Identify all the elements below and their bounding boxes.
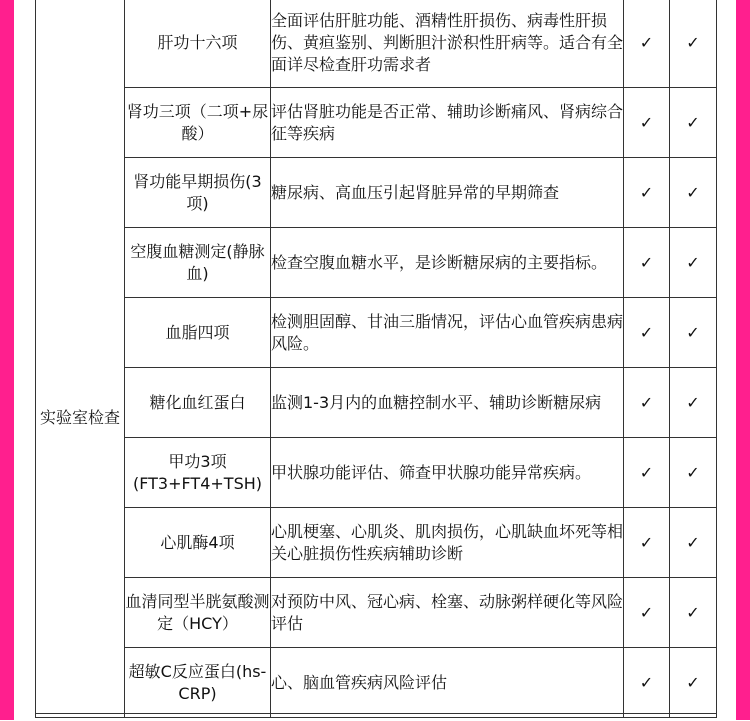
item-description: 甲状腺功能评估、筛查甲状腺功能异常疾病。 [271,438,624,508]
check-mark: ✓ [624,648,670,718]
table-row [36,158,717,228]
item-description: 监测1-3月内的血糖控制水平、辅助诊断糖尿病 [271,368,624,438]
check-mark: ✓ [624,438,670,508]
check-mark: ✓ [670,228,717,298]
table-row [36,438,717,508]
check-mark: ✓ [624,578,670,648]
check-mark: ✓ [670,578,717,648]
table-row [36,578,717,648]
table-row [36,228,717,298]
exam-items-table [35,0,717,718]
right-pink-frame [736,0,750,720]
item-name: 糖化血红蛋白 [125,368,271,438]
table-row [36,298,717,368]
table-row [36,648,717,718]
check-mark: ✓ [624,298,670,368]
check-mark: ✓ [670,508,717,578]
check-mark: ✓ [670,0,717,88]
check-mark: ✓ [624,0,670,88]
item-description: 全面评估肝脏功能、酒精性肝损伤、病毒性肝损伤、黄疸鉴别、判断胆汁淤积性肝病等。适合有全面详尽检查肝功需求者 [271,0,624,88]
item-name: 肝功十六项 [125,0,271,88]
check-mark: ✓ [624,158,670,228]
item-name: 甲功3项(FT3+FT4+TSH) [125,438,271,508]
check-mark: ✓ [624,228,670,298]
check-mark: ✓ [670,648,717,718]
item-name: 肾功能早期损伤(3项) [125,158,271,228]
check-mark: ✓ [670,368,717,438]
item-description: 心、脑血管疾病风险评估 [271,648,624,718]
check-mark: ✓ [624,368,670,438]
table-row [36,508,717,578]
left-pink-frame [0,0,14,720]
item-description: 检测胆固醇、甘油三脂情况，评估心血管疾病患病风险。 [271,298,624,368]
check-mark: ✓ [670,158,717,228]
category-label: 实验室检查 [39,408,120,427]
item-name: 血脂四项 [125,298,271,368]
item-description: 评估肾脏功能是否正常、辅助诊断痛风、肾病综合征等疾病 [271,88,624,158]
item-description: 糖尿病、高血压引起肾脏异常的早期筛查 [271,158,624,228]
item-description: 检查空腹血糖水平，是诊断糖尿病的主要指标。 [271,228,624,298]
check-mark: ✓ [670,298,717,368]
item-description: 对预防中风、冠心病、栓塞、动脉粥样硬化等风险评估 [271,578,624,648]
check-mark: ✓ [670,88,717,158]
item-description: 心肌梗塞、心肌炎、肌肉损伤，心肌缺血坏死等相关心脏损伤性疾病辅助诊断 [271,508,624,578]
item-name: 血清同型半胱氨酸测定（HCY） [125,578,271,648]
check-mark: ✓ [624,88,670,158]
table-row [36,0,717,88]
item-name: 超敏C反应蛋白(hs-CRP) [125,648,271,718]
check-mark: ✓ [670,438,717,508]
item-name: 空腹血糖测定(静脉血) [125,228,271,298]
table-row [36,368,717,438]
table-row [36,88,717,158]
check-mark: ✓ [624,508,670,578]
category-cell [36,0,125,718]
item-name: 肾功三项（二项+尿酸） [125,88,271,158]
item-name: 心肌酶4项 [125,508,271,578]
